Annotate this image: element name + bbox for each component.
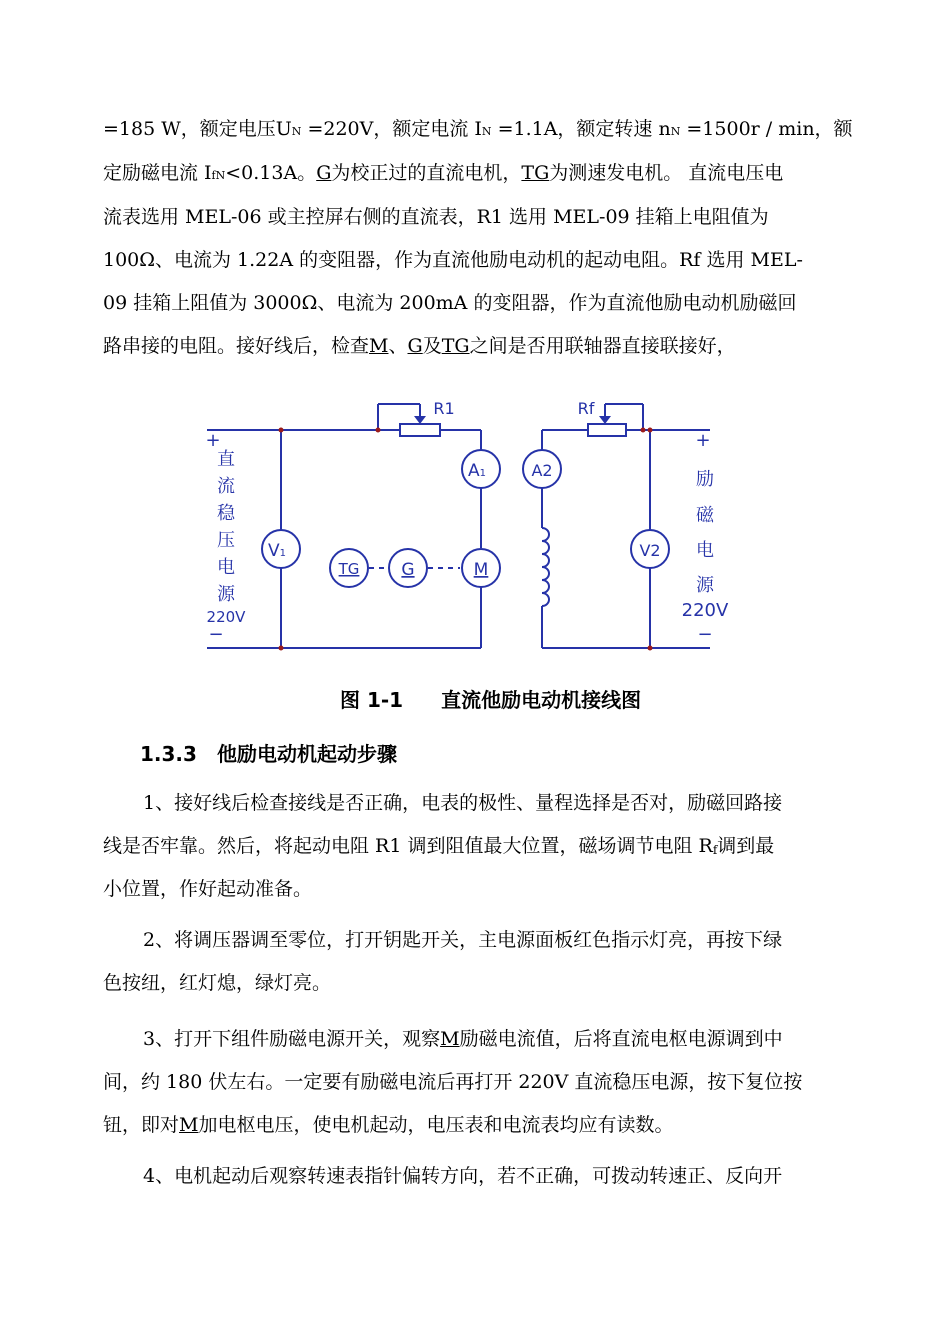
text-run: 之间是否用联轴器直接联接好， <box>469 335 736 357</box>
underlined-term: G <box>407 335 423 357</box>
text-run: =220V，额定电流 I <box>301 118 482 140</box>
right-source-char: 磁 <box>696 505 714 526</box>
section-number: 1.3.3 <box>140 742 197 766</box>
r1-label: R1 <box>433 399 455 418</box>
left-source-char: 流 <box>217 476 235 497</box>
text-run: 加电枢电压，使电机起动，电压表和电流表均应有读数。 <box>198 1114 674 1136</box>
left-source-char: 电 <box>217 557 235 578</box>
step-3-line-1 <box>143 1028 783 1051</box>
text-run: =1.1A，额定转速 n <box>491 118 671 140</box>
v1-subscript: 1 <box>279 548 287 559</box>
text-run: =1500r / min，额 <box>680 118 853 140</box>
right-minus-sign: − <box>697 624 713 645</box>
subscript: f <box>712 843 718 857</box>
underlined-term: M <box>369 335 389 357</box>
text-run: 为校正过的直流电机， <box>331 162 522 184</box>
step-1 <box>103 792 848 912</box>
step-4-line-1: 4、电机起动后观察转速表指针偏转方向，若不正确，可拨动转速正、反向开 <box>143 1165 783 1187</box>
step-1-line-1: 1、接好线后检查接线是否正确，电表的极性、量程选择是否对，励磁回路接 <box>143 792 783 814</box>
tg-label: TG <box>338 560 360 578</box>
text-run: <0.13A。 <box>225 162 317 184</box>
intro-line-4: 100Ω、电流为 1.22A 的变阻器，作为直流他励电动机的起动电阻。Rf 选用 MEL- <box>103 249 803 271</box>
underlined-term: TG <box>441 335 470 357</box>
text-run: 路串接的电阻。接好线后，检查 <box>103 335 370 357</box>
right-source-char: 源 <box>696 575 714 596</box>
text-run: 线是否牢靠。然后，将起动电阻 R1 调到阻值最大位置，磁场调节电阻 R <box>103 835 713 857</box>
right-source-char: 励 <box>696 469 714 490</box>
m-label: M <box>473 560 489 580</box>
step-3-line-3 <box>103 1114 674 1137</box>
step-2-line-1: 2、将调压器调至零位，打开钥匙开关，主电源面板红色指示灯亮，再按下绿 <box>143 929 783 951</box>
text-run: 及 <box>422 335 442 357</box>
a1-subscript: 1 <box>479 468 487 479</box>
left-source-char: 稳 <box>217 503 235 524</box>
section-title: 他励电动机起动步骤 <box>216 742 397 766</box>
rf-label: Rf <box>577 399 595 418</box>
right-source-voltage: 220V <box>681 600 729 621</box>
text-run: =185 W，额定电压U <box>103 118 292 140</box>
left-source-char: 直 <box>217 449 235 470</box>
underlined-term: G <box>316 162 332 184</box>
text-run: 钮，即对 <box>103 1114 180 1136</box>
section-heading <box>140 738 397 767</box>
r1-resistor <box>400 424 440 436</box>
text-run: 励磁电流值，后将直流电枢电源调到中 <box>459 1028 783 1050</box>
left-source-char: 源 <box>217 584 235 605</box>
underlined-term: TG <box>521 162 550 184</box>
intro-line-2 <box>103 162 783 185</box>
subscript: fN <box>211 169 226 182</box>
text-run: 为测速发电机。 直流电压电 <box>549 162 784 184</box>
rf-resistor <box>588 424 626 436</box>
figure-number: 图 1-1 <box>340 688 404 712</box>
step-2 <box>103 929 848 1009</box>
a2-label: A2 <box>531 461 553 480</box>
step-2-line-2: 色按纽，红灯熄，绿灯亮。 <box>103 972 332 994</box>
step-1-line-2 <box>103 835 774 858</box>
v2-label: V2 <box>639 541 661 560</box>
step-4 <box>103 1165 848 1205</box>
step-3 <box>103 1028 848 1148</box>
v1-label: V <box>267 541 280 561</box>
right-plus-sign: + <box>695 430 711 451</box>
step-3-line-2: 间，约 180 伏左右。一定要有励磁电流后再打开 220V 直流稳压电源，按下复位按 <box>103 1071 803 1093</box>
intro-line-3: 流表选用 MEL-06 或主控屏右侧的直流表，R1 选用 MEL-09 挂箱上电阻值为 <box>103 206 769 228</box>
subscript: N <box>481 125 492 138</box>
left-source-voltage: 220V <box>206 608 246 626</box>
text-run: 、 <box>388 335 408 357</box>
figure-title: 直流他励电动机接线图 <box>441 688 642 712</box>
left-minus-sign: − <box>208 624 224 645</box>
figure-caption <box>340 684 641 713</box>
intro-line-1 <box>103 118 853 141</box>
right-source-char: 电 <box>696 540 714 561</box>
intro-line-5: 09 挂箱上阻值为 3000Ω、电流为 200mA 的变阻器，作为直流他励电动机励磁回 <box>103 292 797 314</box>
left-source-char: 压 <box>217 530 235 551</box>
subscript: N <box>670 125 681 138</box>
intro-paragraph <box>103 118 853 368</box>
step-1-line-3: 小位置，作好起动准备。 <box>103 878 313 900</box>
text-run: 调到最 <box>717 835 775 857</box>
underlined-term: M <box>179 1114 199 1136</box>
underlined-term: M <box>440 1028 460 1050</box>
left-plus-sign: + <box>205 430 221 451</box>
a1-label: A <box>467 461 480 481</box>
g-label: G <box>401 560 415 580</box>
subscript: N <box>291 125 302 138</box>
text-run: 3、打开下组件励磁电源开关，观察 <box>143 1028 441 1050</box>
intro-line-6 <box>103 335 736 358</box>
text-run: 定励磁电流 I <box>103 162 212 184</box>
circuit-diagram <box>195 390 745 665</box>
